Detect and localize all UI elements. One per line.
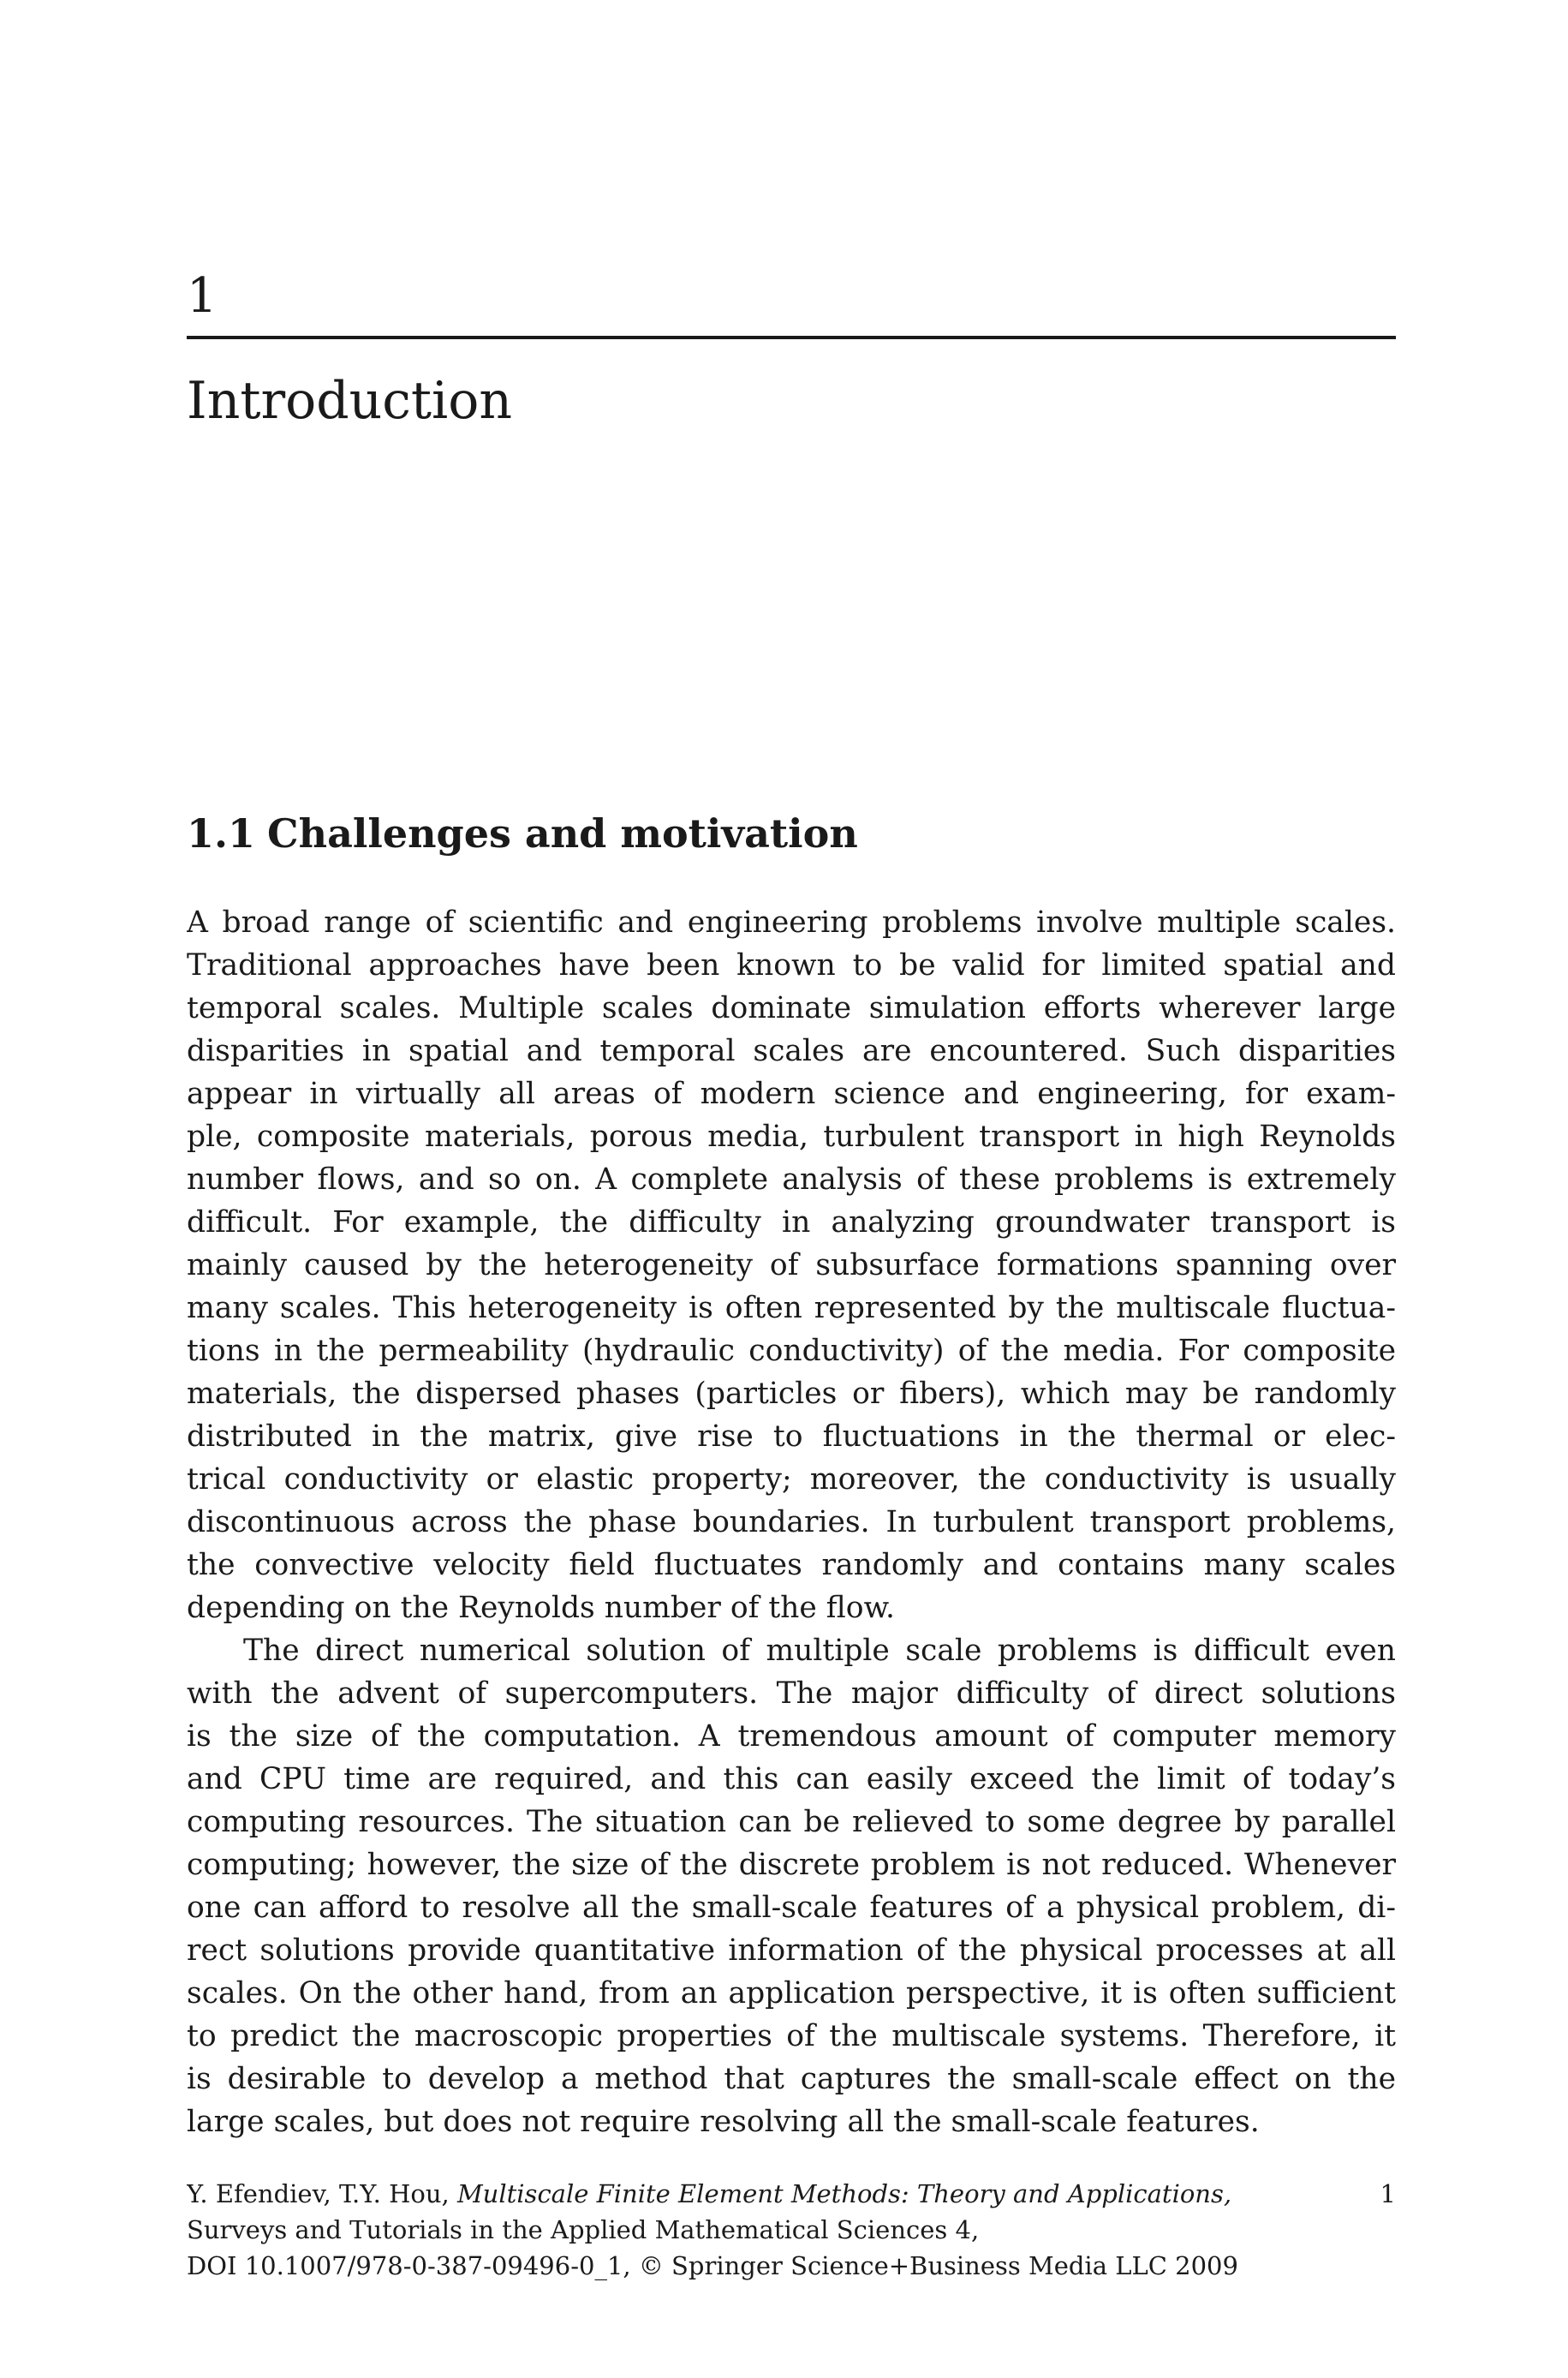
footer-authors: Y. Efendiev, T.Y. Hou, <box>187 2179 450 2208</box>
footer-book-title: Multiscale Finite Element Methods: Theory and Applications, <box>456 2179 1232 2208</box>
text-line: depending on the Reynolds number of the flow. <box>187 1591 895 1625</box>
text-line: distributed in the matrix, give rise to fluctuations in the thermal or elec- <box>187 1419 1396 1454</box>
body-text <box>187 901 1396 2143</box>
text-line: The direct numerical solution of multiple scale problems is difficult even <box>243 1634 1396 1668</box>
paragraph <box>187 901 1396 1629</box>
text-line: and CPU time are required, and this can easily exceed the limit of today’s <box>187 1762 1396 1796</box>
text-line: is the size of the computation. A tremendous amount of computer memory <box>187 1719 1396 1754</box>
text-line: appear in virtually all areas of modern science and engineering, for exam- <box>187 1077 1396 1111</box>
text-line: ple, composite materials, porous media, turbulent transport in high Reynolds <box>187 1120 1396 1154</box>
text-line: tions in the permeability (hydraulic conductivity) of the media. For composite <box>187 1334 1396 1368</box>
section-title: Challenges and motivation <box>267 810 858 857</box>
text-line: the convective velocity field fluctuates randomly and contains many scales <box>187 1548 1396 1582</box>
section-heading <box>187 810 858 857</box>
text-line: difficult. For example, the difficulty in analyzing groundwater transport is <box>187 1205 1396 1240</box>
text-line: mainly caused by the heterogeneity of subsurface formations spanning over <box>187 1248 1396 1282</box>
text-line: disparities in spatial and temporal scales are encountered. Such disparities <box>187 1034 1396 1068</box>
page-number: 1 <box>1380 2179 1396 2208</box>
text-line: to predict the macroscopic properties of the multiscale systems. Therefore, it <box>187 2019 1396 2053</box>
text-line: number flows, and so on. A complete analysis of these problems is extremely <box>187 1162 1396 1197</box>
chapter-number: 1 <box>187 268 218 324</box>
footer-series: Surveys and Tutorials in the Applied Mathematical Sciences 4, <box>187 2215 980 2244</box>
text-line: computing resources. The situation can be relieved to some degree by parallel <box>187 1805 1396 1839</box>
chapter-title: Introduction <box>187 371 512 431</box>
text-line: discontinuous across the phase boundaries. In turbulent transport problems, <box>187 1505 1396 1539</box>
text-line: A broad range of scientific and engineering problems involve multiple scales. <box>187 905 1396 940</box>
text-line: Traditional approaches have been known to be valid for limited spatial and <box>187 948 1396 983</box>
footer-citation-line <box>187 2176 1396 2212</box>
chapter-rule <box>187 336 1396 339</box>
text-line: materials, the dispersed phases (particles or fibers), which may be randomly <box>187 1377 1396 1411</box>
text-line: scales. On the other hand, from an application perspective, it is often sufficient <box>187 1976 1396 2011</box>
text-line: trical conductivity or elastic property; moreover, the conductivity is usually <box>187 1462 1396 1497</box>
page-footer <box>187 2176 1396 2284</box>
text-line: rect solutions provide quantitative information of the physical processes at all <box>187 1933 1396 1968</box>
text-line: is desirable to develop a method that captures the small-scale effect on the <box>187 2062 1396 2096</box>
paragraph <box>187 1629 1396 2143</box>
text-line: computing; however, the size of the discrete problem is not reduced. Whenever <box>187 1848 1396 1882</box>
text-line: one can afford to resolve all the small-scale features of a physical problem, di- <box>187 1891 1396 1925</box>
text-line: with the advent of supercomputers. The major difficulty of direct solutions <box>187 1676 1396 1711</box>
footer-doi-copyright: DOI 10.1007/978-0-387-09496-0_1, © Springer Science+Business Media LLC 2009 <box>187 2251 1238 2280</box>
text-line: many scales. This heterogeneity is often represented by the multiscale fluctua- <box>187 1291 1396 1325</box>
text-line: temporal scales. Multiple scales dominate simulation efforts wherever large <box>187 991 1396 1025</box>
text-line: large scales, but does not require resolving all the small-scale features. <box>187 2105 1260 2139</box>
section-number: 1.1 <box>187 810 256 857</box>
